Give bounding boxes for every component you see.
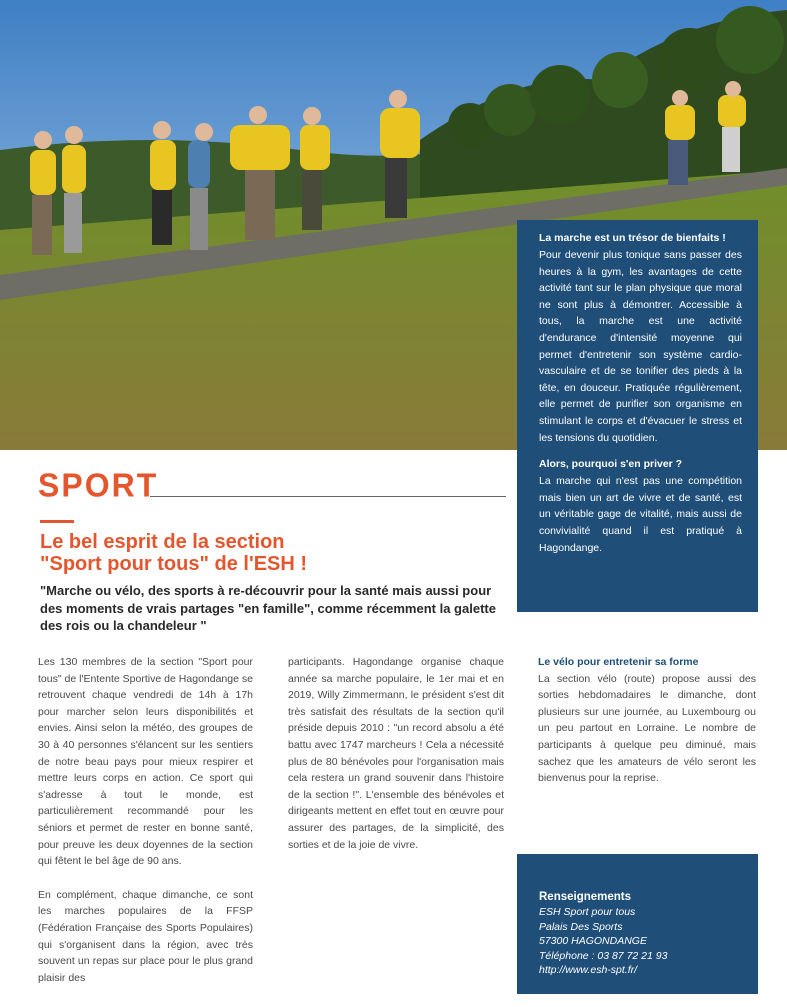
article-headline bbox=[40, 531, 490, 575]
headline-line-1: Le bel esprit de la section bbox=[40, 531, 285, 553]
article-column-3 bbox=[538, 654, 756, 787]
section-title: SPORT bbox=[38, 466, 159, 504]
info-org: ESH Sport pour tous bbox=[539, 906, 636, 918]
article-lead: "Marche ou vélo, des sports à re-découvrir pour la santé mais aussi pour des moments de vrais partages "en famille", comme récemment la galette des rois ou la chandeleur " bbox=[40, 583, 496, 633]
info-city: 57300 HAGONDANGE bbox=[539, 935, 647, 947]
accent-dash bbox=[40, 520, 74, 523]
contact-info-box bbox=[517, 854, 758, 994]
info-heading: Renseignements bbox=[539, 891, 632, 903]
paragraph: participants. Hagondange organise chaque année sa marche populaire, le 1er mai et en 2019, Willy Zimmermann, le président s'est dit très satisfait des résultats de la section qu'il préside depuis 2010 : "un record absolu a été battu avec 1747 marcheurs ! Cela a nécessité plus de 80 bénévoles pour l'organisation mais cela restera un grand souvenir dans l'histoire de la section !". L'ensemble des bénévoles et dirigeants mettent en effet tout en œuvre pour assurer des partages, de la simplicité, des sorties et de la joie de vivre. bbox=[288, 656, 504, 851]
title-divider bbox=[150, 496, 506, 497]
info-website[interactable]: http://www.esh-spt.fr/ bbox=[539, 964, 638, 976]
article-column-1 bbox=[38, 654, 253, 986]
sidebar-heading-benefits: La marche est un trésor de bienfaits ! bbox=[539, 232, 726, 244]
paragraph: La section vélo (route) propose aussi des sorties hebdomadaires le dimanche, dont plusieurs sur une journée, au Luxembourg ou un peu partout en Lorraine. Le nombre de participants à quelque peu diminué, mais sachez que les amateurs de vélo seront les bienvenus pour la reprise. bbox=[538, 672, 756, 785]
info-venue: Palais Des Sports bbox=[539, 920, 623, 933]
paragraph: En complément, chaque dimanche, ce sont les marches populaires de la FFSP (Fédération Française des Sports Populaires) qui s'organisent dans la région, avec très souvent un repas sur place pour le plus grand plaisir des bbox=[38, 888, 253, 984]
walking-benefits-box bbox=[517, 220, 758, 612]
paragraph: Les 130 membres de la section "Sport pour tous" de l'Entente Sportive de Hagondange se retrouvent chaque vendredi de 14h à 17h pour marcher selon leurs disponibilités et envies. Ainsi selon la météo, des groupes de 30 à 40 personnes s'élancent sur les sentiers de notre beau pays pour mieux respirer et mettre leurs corps en action. Ce sport qui s'adresse à tout le monde, est particulièrement recommandé pour les séniors et permet de rester en bonne santé, pour preuve les deux doyennes de la section qui fêtent le bel âge de 90 ans. bbox=[38, 656, 253, 868]
sidebar-text-why: La marche qui n'est pas une compétition mais bien un art de vivre et de santé, est un véritable gage de vitalité, mais aussi de convivialité quand il est pratiqué à Hagondange. bbox=[539, 475, 742, 554]
sidebar-text-benefits: Pour devenir plus tonique sans passer des heures à la gym, les avantages de cette activité tant sur le plan physique que moral ne sont plus à démontrer. Accessible à tous, la marche est une activité d'endurance d'intensité moyenne qui permet d'entretenir son système cardio-vasculaire et de se tonifier des pieds à la tête, en douceur. Pratiquée régulièrement, elle permet de purifier son organisme en stimulant le corps et d'évacuer le stress et les tensions du quotidien. bbox=[539, 249, 742, 444]
info-phone: Téléphone : 03 87 72 21 93 bbox=[539, 949, 668, 962]
article-column-2 bbox=[288, 654, 504, 853]
velo-heading: Le vélo pour entretenir sa forme bbox=[538, 656, 699, 668]
sidebar-heading-why: Alors, pourquoi s'en priver ? bbox=[539, 458, 683, 471]
headline-line-2: "Sport pour tous" de l'ESH ! bbox=[40, 553, 308, 575]
